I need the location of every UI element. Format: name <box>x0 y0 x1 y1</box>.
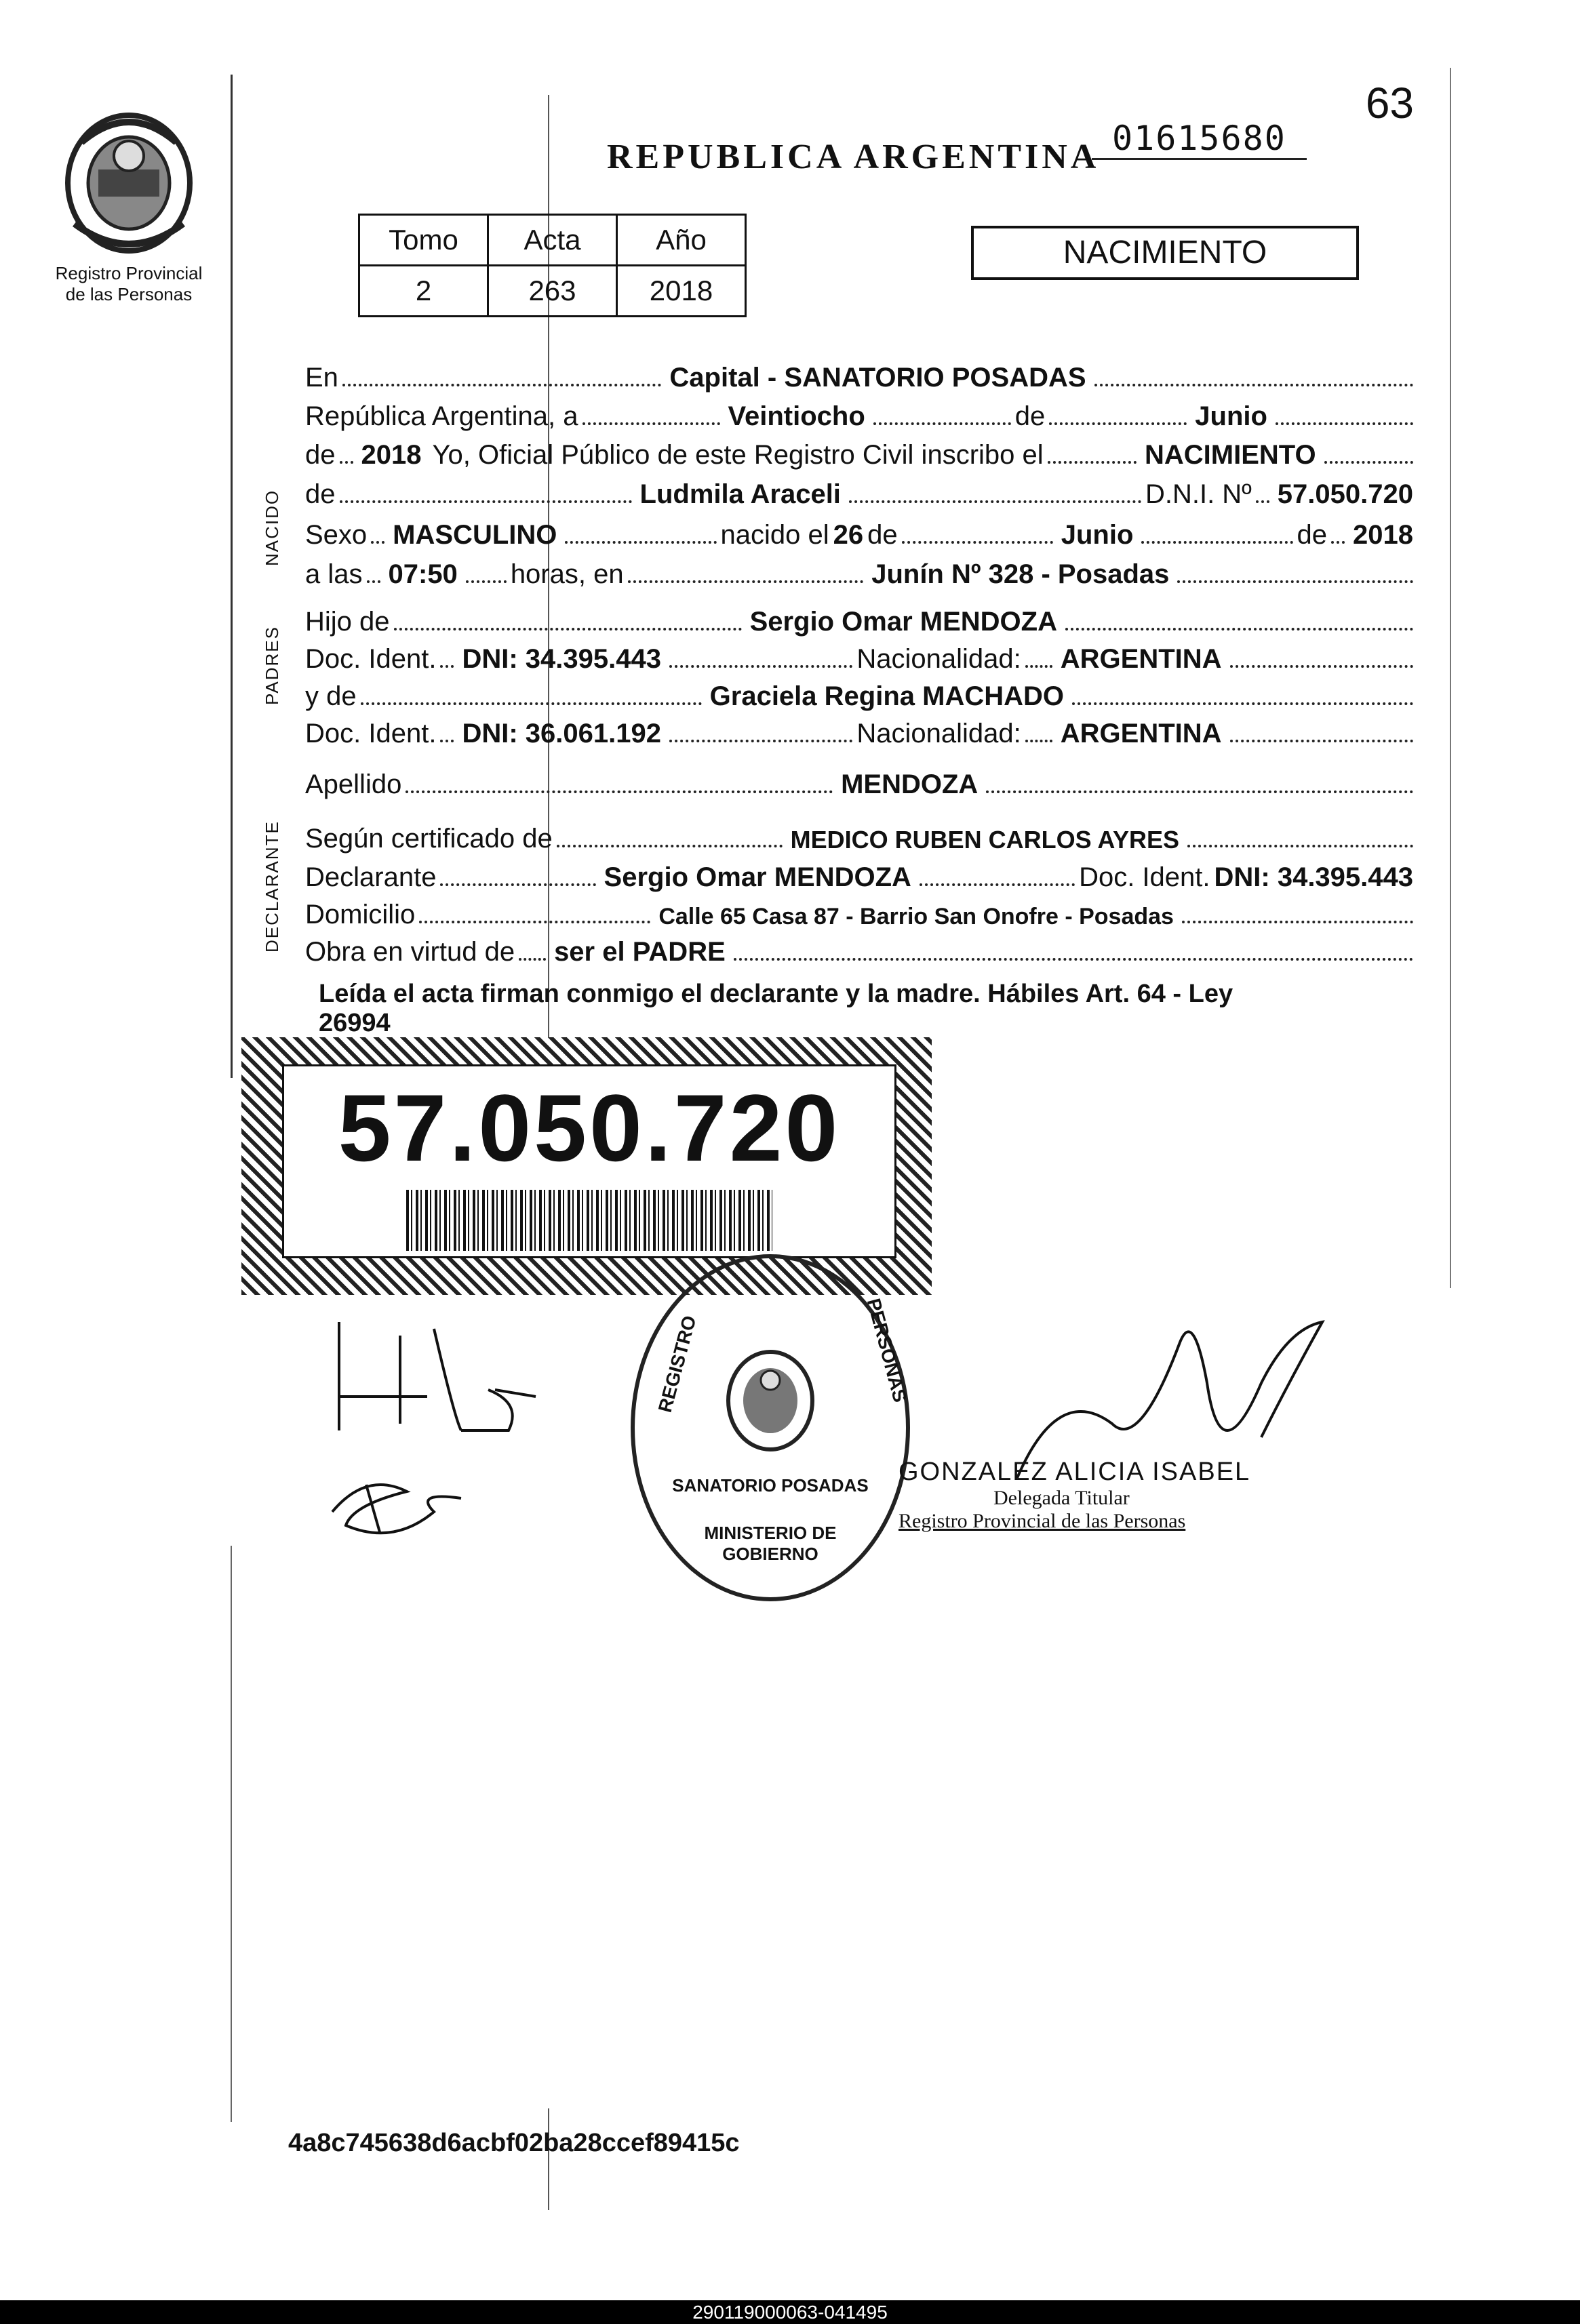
logo <box>54 108 203 305</box>
hash-code: 4a8c745638d6acbf02ba28ccef89415c <box>288 2129 740 2157</box>
section-label-nacido: NACIDO <box>262 489 282 566</box>
seal-emblem-icon <box>723 1346 818 1455</box>
right-margin-line <box>1450 68 1451 1288</box>
label-segun-certificado: Según certificado de <box>305 824 553 854</box>
value-obra: ser el PADRE <box>554 937 726 967</box>
value-madre-nacionalidad: ARGENTINA <box>1060 719 1222 748</box>
value-anio: 2018 <box>361 440 422 470</box>
label-de-nombre: de <box>305 479 336 509</box>
row-nombre <box>305 469 1417 510</box>
label-obra: Obra en virtud de <box>305 937 515 967</box>
header-tomo: Tomo <box>359 215 488 266</box>
value-nacido-dia: 26 <box>833 520 864 550</box>
seal-text-left: REGISTRO <box>654 1313 700 1415</box>
header-acta: Acta <box>488 215 617 266</box>
closing-text-line1: Leída el acta firman conmigo el declarante y la madre. Hábiles Art. 64 - Ley <box>319 980 1233 1008</box>
label-nacionalidad-padre: Nacionalidad: <box>856 644 1021 674</box>
label-en: En <box>305 363 338 393</box>
row-sexo <box>305 510 1417 550</box>
left-margin-line <box>231 75 233 1078</box>
label-nacido-el: nacido el <box>720 520 829 550</box>
label-doc-ident-padre: Doc. Ident. <box>305 644 437 674</box>
label-nacionalidad-madre: Nacionalidad: <box>856 719 1021 748</box>
row-declarante <box>305 852 1417 893</box>
row-apellido <box>305 759 1417 800</box>
header-ano: Año <box>617 215 746 266</box>
value-hora: 07:50 <box>388 559 458 589</box>
row-hijo-de <box>305 597 1417 637</box>
value-sexo: MASCULINO <box>393 520 557 550</box>
official-role: Delegada Titular <box>993 1487 1130 1509</box>
serial-stamp: 01615680 <box>1092 119 1307 160</box>
value-lugar-nacimiento: Junín Nº 328 - Posadas <box>871 559 1170 589</box>
value-dni: 57.050.720 <box>1277 479 1413 509</box>
row-segun-certificado <box>305 814 1417 854</box>
footer-code: 290119000063-041495 <box>692 2302 888 2323</box>
label-republica: República Argentina, a <box>305 401 578 431</box>
mother-signature <box>325 1464 502 1546</box>
stamp-number: 57.050.720 <box>338 1075 841 1181</box>
label-declarante-doc: Doc. Ident. <box>1079 862 1210 892</box>
closing-text <box>319 980 1417 1038</box>
label-horas-en: horas, en <box>510 559 624 589</box>
value-tomo: 2 <box>359 266 488 317</box>
label-domicilio: Domicilio <box>305 900 416 929</box>
value-dia: Veintiocho <box>728 401 865 431</box>
value-apellido: MENDOZA <box>841 769 979 799</box>
seal-bottom-text: MINISTERIO DE GOBIERNO <box>704 1523 837 1564</box>
value-lugar-inscripcion: Capital - SANATORIO POSADAS <box>669 363 1086 393</box>
row-domicilio <box>305 889 1417 930</box>
label-apellido: Apellido <box>305 769 402 799</box>
label-de: de <box>1014 401 1046 431</box>
value-mes: Junio <box>1195 401 1267 431</box>
official-name: GONZALEZ ALICIA ISABEL <box>898 1458 1251 1486</box>
row-obra <box>305 927 1417 967</box>
seal-inner-text: SANATORIO POSADAS <box>672 1475 869 1496</box>
value-nacido-anio: 2018 <box>1353 520 1413 550</box>
left-margin-line-lower <box>231 1546 232 2122</box>
label-de3: de <box>1297 520 1328 550</box>
label-dni: D.N.I. Nº <box>1145 479 1252 509</box>
row-republica <box>305 391 1417 432</box>
round-seal <box>631 1254 910 1601</box>
label-oficial: Yo, Oficial Público de este Registro Civil inscribo el <box>432 440 1044 470</box>
value-declarante-doc: DNI: 34.395.443 <box>1214 862 1414 892</box>
label-hijo-de: Hijo de <box>305 607 390 637</box>
value-certificado: MEDICO RUBEN CARLOS AYRES <box>790 826 1180 854</box>
row-hora <box>305 549 1417 590</box>
value-nombre: Ludmila Araceli <box>639 479 841 509</box>
value-inscribo: NACIMIENTO <box>1145 440 1316 470</box>
row-anio-oficial <box>305 430 1417 470</box>
value-domicilio: Calle 65 Casa 87 - Barrio San Onofre - Posadas <box>658 904 1174 929</box>
value-madre: Graciela Regina MACHADO <box>709 681 1064 711</box>
logo-caption-line1: Registro Provincial <box>55 263 203 283</box>
value-nacido-mes: Junio <box>1061 520 1134 550</box>
document-title: REPUBLICA ARGENTINA <box>607 138 1100 176</box>
row-en <box>305 353 1417 393</box>
official-office: Registro Provincial de las Personas <box>898 1510 1186 1532</box>
label-de-anio: de <box>305 440 336 470</box>
label-doc-ident-madre: Doc. Ident. <box>305 719 437 748</box>
value-madre-doc: DNI: 36.061.192 <box>462 719 661 748</box>
provincial-seal-icon <box>61 108 197 258</box>
label-de2: de <box>867 520 898 550</box>
label-a-las: a las <box>305 559 363 589</box>
logo-caption-line2: de las Personas <box>65 284 193 304</box>
official-block <box>898 1458 1319 1533</box>
row-padre-doc <box>305 634 1417 675</box>
section-label-declarante: DECLARANTE <box>262 820 282 953</box>
value-padre: Sergio Omar MENDOZA <box>749 607 1057 637</box>
label-declarante: Declarante <box>305 862 437 892</box>
seal-text-right: PERSONAS <box>863 1296 911 1405</box>
value-padre-doc: DNI: 34.395.443 <box>462 644 661 674</box>
value-declarante: Sergio Omar MENDOZA <box>604 862 911 892</box>
label-y-de: y de <box>305 681 357 711</box>
section-label-padres: PADRES <box>262 626 282 705</box>
value-acta: 263 <box>488 266 617 317</box>
row-madre-doc <box>305 708 1417 749</box>
label-sexo: Sexo <box>305 520 368 550</box>
row-y-de <box>305 671 1417 712</box>
footer-strip <box>0 2300 1580 2324</box>
center-fold-line-lower <box>548 2108 549 2210</box>
barcode <box>406 1190 772 1251</box>
dni-number-stamp <box>241 1037 932 1295</box>
closing-text-line2: 26994 <box>319 1009 391 1037</box>
tomo-acta-ano-table <box>358 214 747 317</box>
act-type-box: NACIMIENTO <box>971 226 1359 280</box>
value-padre-nacionalidad: ARGENTINA <box>1060 644 1222 674</box>
page-number: 63 <box>1365 79 1414 127</box>
value-ano: 2018 <box>617 266 746 317</box>
